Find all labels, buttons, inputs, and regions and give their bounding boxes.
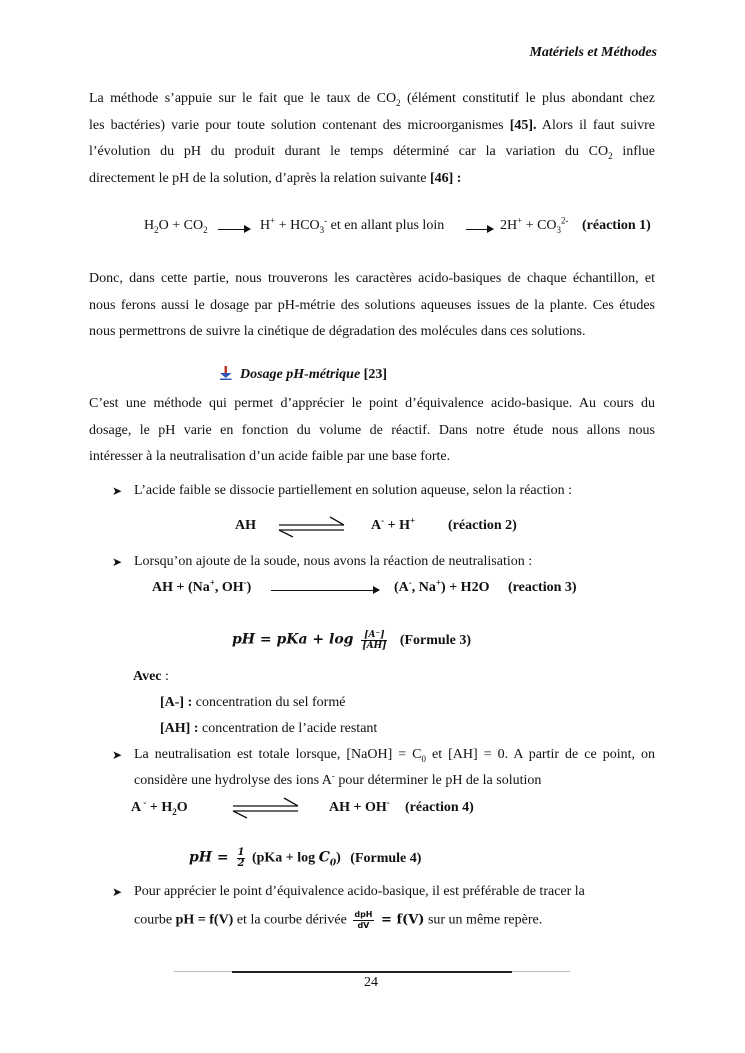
reaction-1-left: $H_2O + CO_2$ <box>144 218 208 235</box>
reaction-4-label: (réaction 4) <box>405 800 474 815</box>
definition-ah: [AH] : concentration de l’acide restant <box>160 721 378 736</box>
formula-4-fraction: $\frac{1}{2}$ <box>237 847 245 869</box>
reaction-3-label: (reaction 3) <box>508 580 577 595</box>
bullet-3-line-1: La neutralisation est totale lorsque, [NaOH] = $C_0$ et [AH] = 0. A partir de ce point, on <box>134 747 655 764</box>
derivative-fraction: $\frac{\text{dpH}}{dV}$ <box>354 910 373 930</box>
reaction-2-right: A- + H+ <box>371 515 416 533</box>
formula-3-fraction: $\frac{[A^-]}{[AH]}$ <box>362 630 387 651</box>
reaction-4-right: AH + OH- <box>329 797 390 815</box>
bullet-2-text: Lorsqu’on ajoute de la soude, nous avons la réaction de neutralisation : <box>134 554 533 569</box>
bullet-4-line-1: Pour apprécier le point d’équivalence acido-basique, il est préférable de tracer la <box>134 884 585 899</box>
intro-line-1: La méthode s’appuie sur le fait que le taux de $CO_2$ (élément constitutif le plus abondant chez <box>89 91 655 108</box>
bullet-arrow-icon: ➤ <box>112 555 123 569</box>
avec-line: Avec : <box>133 669 169 684</box>
running-header: Matériels et Méthodes <box>529 45 657 60</box>
reaction-3-right: (A-, Na+) + H2O <box>394 577 490 595</box>
reaction-2-left: AH <box>235 518 256 533</box>
reaction-1-right: $2H^+ + CO_3^{2-}$ <box>500 215 569 235</box>
formula-4-label: (Formule 4) <box>350 850 422 866</box>
para3-line-3: intéresser à la neutralisation d’un acide faible par une base forte. <box>89 449 451 464</box>
para2-line-3: nous permettrons de suivre la cinétique de dégradation des molécules dans ces solutions. <box>89 324 586 339</box>
intro-line-3: l’évolution du pH du produit durant le temps déterminé car la variation du $CO_2$ influe <box>89 144 656 161</box>
reaction-1-arrow-2 <box>466 229 493 230</box>
page-number: 24 <box>364 975 378 990</box>
bullet-1-text: L’acide faible se dissocie partiellement en solution aqueuse, selon la réaction : <box>134 483 572 498</box>
paragraph-3 <box>89 391 655 471</box>
equilibrium-arrow-icon <box>278 516 346 538</box>
intro-line-4: directement le pH de la solution, d’après la relation suivante [46] : <box>89 170 462 186</box>
reaction-1-middle: $H^+ + HCO_3^-$ et en allant plus loin <box>260 215 445 235</box>
para3-line-1: C’est une méthode qui permet d’apprécier le point d’équivalence acido-basique. Au cours du <box>89 396 655 411</box>
equilibrium-arrow-icon <box>232 797 300 819</box>
reaction-4-left: A $^- + H_2O$ <box>131 797 188 817</box>
reaction-2-label: (réaction 2) <box>448 518 517 533</box>
formula-3-lhs: pH = pKa + log <box>232 631 359 648</box>
para3-line-2: dosage, le pH varie en fonction du volume de réactif. Dans notre étude nous allons nous <box>89 422 655 438</box>
paragraph-2 <box>89 266 655 346</box>
reaction-3-left: AH + (Na+, OH-) <box>152 577 252 595</box>
reaction-3-arrow <box>271 590 379 591</box>
reaction-1-label: (réaction 1) <box>582 218 651 233</box>
intro-line-2: les bactéries) varie pour toute solution contenant des microorganismes [45]. Alors il faut suivre <box>89 117 655 133</box>
definition-a-minus: [A-] : concentration du sel formé <box>160 695 346 710</box>
section-ref: [23] <box>363 367 387 382</box>
formula-3-label: (Formule 3) <box>399 632 471 648</box>
bullet-arrow-icon: ➤ <box>112 484 123 498</box>
reaction-1-arrow-1 <box>218 229 250 230</box>
bullet-3-line-2: considère une hydrolyse des ions A- pour déterminer le pH de la solution <box>134 770 542 788</box>
intro-paragraph <box>89 86 655 192</box>
bullet-arrow-icon: ➤ <box>112 885 123 899</box>
bullet-arrow-icon: ➤ <box>112 748 123 762</box>
formula-4: pH = $\frac{1}{2}$ $(pKa + \log C_0)$ (Formule 4) <box>189 847 422 869</box>
para2-line-2: nous ferons aussi le dosage par pH-métrie des solutions aqueuses issues de la plante. Ces études <box>89 297 655 313</box>
section-heading <box>220 366 387 383</box>
section-arrow-icon <box>220 366 232 380</box>
footer-rule-dark <box>232 971 512 973</box>
section-title: Dosage pH-métrique <box>240 367 361 382</box>
para2-line-1: Donc, dans cette partie, nous trouverons les caractères acido-basiques de chaque échantillon, et <box>89 271 655 286</box>
bullet-4-line-2: courbe pH = f(V) et la courbe dérivée $\frac{\text{dpH}}{dV}$ = f(V) sur un même repère. <box>134 910 543 930</box>
formula-3 <box>232 630 471 651</box>
